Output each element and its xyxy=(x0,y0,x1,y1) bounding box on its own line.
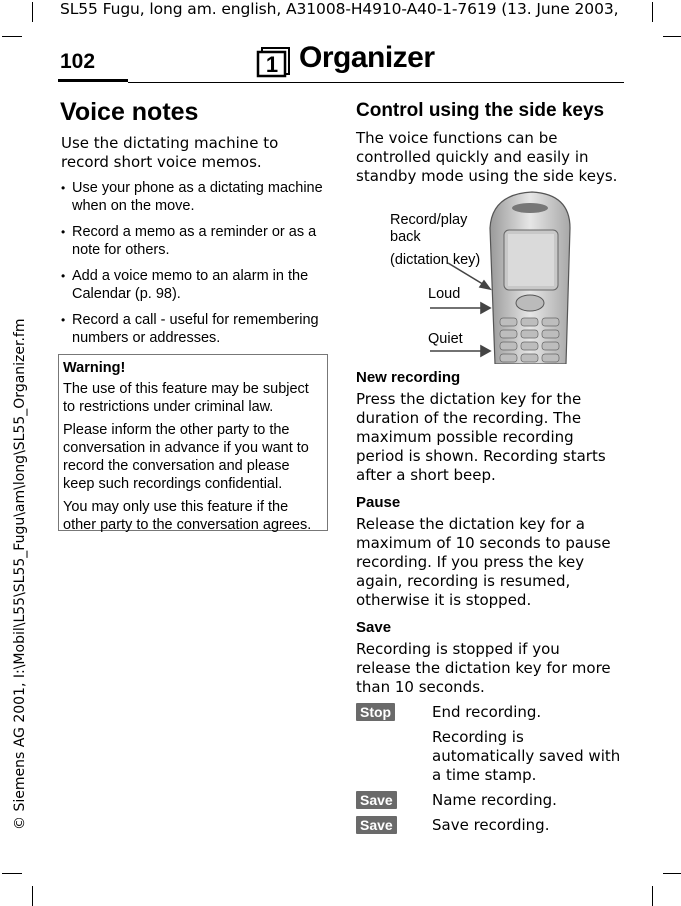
crop-mark xyxy=(32,886,33,906)
crop-mark xyxy=(652,2,653,22)
crop-mark xyxy=(32,2,33,22)
running-header: SL55 Fugu, long am. english, A31008-H4910-A40-1-7619 (13. June 2003, xyxy=(60,0,619,18)
softkey-save-name-description: Name recording. xyxy=(432,791,557,809)
page-number: 102 xyxy=(60,50,96,73)
section-heading-voice-notes: Voice notes xyxy=(60,98,199,126)
list-item: • Record a call - useful for remembering numbers or addresses. xyxy=(61,311,326,347)
softkey-save: Save xyxy=(356,791,397,809)
chapter-title: Organizer xyxy=(299,41,435,74)
new-recording-text: Press the dictation key for the duration of the recording. The maximum possible recording period is shown. Recording starts after a short beep. xyxy=(356,390,606,484)
voice-notes-intro: Use the dictating machine to record short voice memos. xyxy=(61,134,279,171)
pause-text: Release the dictation key for a maximum of 10 seconds to pause recording. If you press the key again, recording is resumed, otherwise it is stopped. xyxy=(356,515,611,609)
header-rule xyxy=(128,82,624,83)
warning-title: Warning! xyxy=(63,360,126,376)
warning-paragraph: Please inform the other party to the conversation in advance if you want to record the conversation and please keep such recordings confidential. xyxy=(63,422,309,492)
softkey-save: Save xyxy=(356,816,397,834)
figure-label-dictation-key: (dictation key) xyxy=(390,252,481,268)
figure-label-loud: Loud xyxy=(428,286,461,302)
phone-side-keys-illustration xyxy=(420,188,580,364)
softkey-stop: Stop xyxy=(356,703,395,721)
figure-label-line: back xyxy=(390,229,421,245)
subheading-save: Save xyxy=(356,619,392,636)
chapter-icon-digit: 1 xyxy=(265,52,279,77)
page-number-underline xyxy=(58,79,128,82)
section-heading-side-keys: Control using the side keys xyxy=(356,100,605,121)
softkey-save-description: Save recording. xyxy=(432,816,550,834)
autosave-description: Recording is automatically saved with a time stamp. xyxy=(432,728,621,784)
list-item: • Record a memo as a reminder or as a note for others. xyxy=(61,223,326,259)
figure-label-quiet: Quiet xyxy=(428,331,463,347)
warning-box xyxy=(58,354,328,531)
voice-notes-uses-list xyxy=(61,179,326,355)
crop-mark xyxy=(652,886,653,906)
subheading-pause: Pause xyxy=(356,494,401,511)
softkey-stop-description: End recording. xyxy=(432,703,542,721)
list-item: • Use your phone as a dictating machine when on the move. xyxy=(61,179,326,215)
warning-paragraph: You may only use this feature if the other party to the conversation agrees. xyxy=(63,499,312,533)
crop-mark xyxy=(663,36,681,37)
subheading-new-recording: New recording xyxy=(356,369,461,386)
warning-paragraph: The use of this feature may be subject to restrictions under criminal law. xyxy=(63,381,309,415)
crop-mark xyxy=(2,36,22,37)
side-copyright-note: © Siemens AG 2001, I:\Mobil\L55\SL55_Fugu\am\long\SL55_Organizer.fm xyxy=(12,318,28,830)
side-keys-intro: The voice functions can be controlled quickly and easily in standby mode using the side keys. xyxy=(356,129,618,185)
chapter-number-icon xyxy=(256,46,292,78)
save-text: Recording is stopped if you release the dictation key for more than 10 seconds. xyxy=(356,640,611,696)
crop-mark xyxy=(663,873,681,874)
list-item: • Add a voice memo to an alarm in the Calendar (p. 98). xyxy=(61,267,326,303)
figure-label-line: Record/play xyxy=(390,212,468,228)
crop-mark xyxy=(2,873,22,874)
